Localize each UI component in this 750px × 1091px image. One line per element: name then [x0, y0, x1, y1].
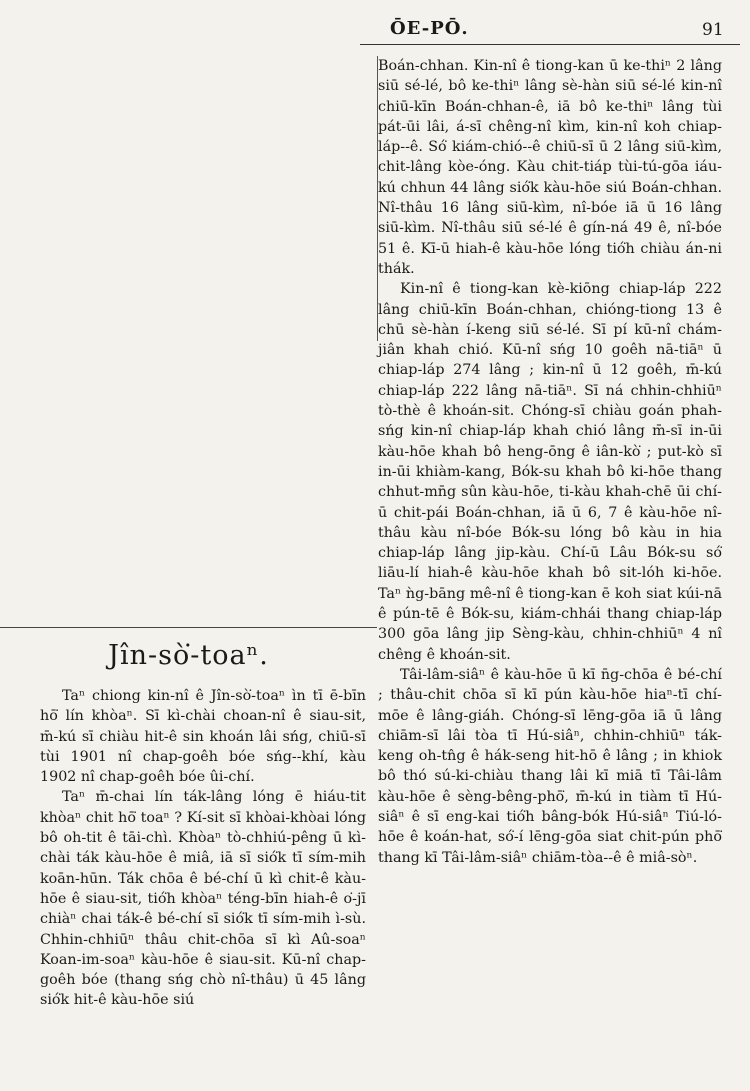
paragraph-continued: Boán-chhan. Kin-nî ê tiong-kan ū ke-thiⁿ 2 lâng siū sé-lé, bô ke-thiⁿ lâng sè-hàn siū sé-lé kin-nî chiū-kīn Boán-chhan-ê, iā bô ke-thiⁿ lâng tùi pát-ūi lâi, á-sī chêng-nî kìm, kin-nî koh chiap-láp--ê. Só͘ kiám-chió--ê chiū-sī ū 2 lâng siū-kìm, chit-lâng kòe-óng. Kàu chit-tiáp tùi-tú-gōa iáu-kú chhun 44 lâng sió͘k kàu-hōe siú Boán-chhan. Nî-thâu 16 lâng siū-kìm, nî-bóe iā ū 16 lâng siū-kìm. Nî-thâu siū sé-lé ê gín-ná 49 ê, nî-bóe 51 ê. Kī-ū hiah-ê kàu-hōe lóng tió͘h chiàu án-ni thák.	[378, 58, 722, 277]
left-column	[40, 686, 366, 1011]
right-column	[378, 56, 722, 868]
header-rule	[360, 44, 740, 45]
paragraph: Tâi-lâm-siâⁿ ê kàu-hōe ū kī n̄g-chōa ê bé-chí ; thâu-chit chōa sī kī pún kàu-hōe hiaⁿ-tī chí-mōe ê lâng-giáh. Chóng-sī lēng-gōa iā ū lâng chiām-sī lâi tòa tī Hú-siâⁿ, chhin-chhiūⁿ ták-keng oh-tn̂g ê hák-seng hit-hō ê lâng ; in khiok bô thó sú-ki-chiàu thang lâi kī miā tī Tâi-lâm kàu-hōe ê sèng-bêng-phō͘, m̄-kú in tiàm tī Hú-siâⁿ ê sī eng-kai tió͘h bâng-bók Hú-siâⁿ Tiú-ló-hōe ê koán-hat, só͘-í lēng-gōa siat chit-pún phō͘ thang kī Tâi-lâm-siâⁿ chiām-tòa--ê ê miâ-sòⁿ.	[378, 666, 722, 866]
running-title: ŌE-PŌ.	[390, 18, 469, 39]
paragraph: Kin-nî ê tiong-kan kè-kiōng chiap-láp 222 lâng chiū-kīn Boán-chhan, chióng-tiong 13 ê chū sè-hàn í-keng siū sé-lé. Sī pí kū-nî chám-jiân khah chió. Kū-nî sńg 10 goêh nā-tiāⁿ ū chiap-láp 274 lâng ; kin-nî ū 12 goêh, m̄-kú chiap-láp 222 lâng nā-tiāⁿ. Sī ná chhin-chhiūⁿ tò-thè ê khoán-sit. Chóng-sī chiàu goán phah-sńg kin-nî chiap-láp khah chió lâng m̄-sī in-ūi kàu-hōe khah bô heng-ōng ê iân-kò͘ ; put-kò sī in-ūi khiàm-kang, Bók-su khah bô ki-hōe thang chhut-mn̄g sûn kàu-hōe, ti-kàu khah-chē ūi chí-ū chit-pái Boán-chhan, iā ū 6, 7 ê kàu-hōe nî-thâu kàu nî-bóe Bók-su lóng bô kàu in hia chiap-láp lâng jip-kàu. Chí-ū Lâu Bók-su só͘ liāu-lí hiah-ê kàu-hōe khah bô sit-lóh ki-hōe. Taⁿ ǹg-bāng mê-nî ê tiong-kan ē koh siat kúi-nā ê pún-tē ê Bók-su, kiám-chhái thang chiap-láp 300 gōa lâng jip Sèng-kàu, chhin-chhiūⁿ 4 nî chêng ê khoán-sit.	[378, 281, 722, 663]
paragraph: Taⁿ chiong kin-nî ê Jîn-sò͘-toaⁿ ìn tī ē-bīn hō͘ lín khòaⁿ. Sī kì-chài choan-nî ê siau-sit, m̄-kú sī chiàu hit-ê sin khoán lâi sńg, chiū-sī tùi 1901 nî chap-goêh bóe sńg--khí, kàu 1902 nî chap-goêh bóe ûi-chí.	[40, 688, 366, 786]
page-number: 91	[702, 20, 724, 40]
paragraph: Taⁿ m̄-chai lín ták-lâng lóng ē hiáu-tit khòaⁿ chit hō͘ toaⁿ ? Kí-sit sī khòai-khòai lóng bô oh-tit ê tāi-chì. Khòaⁿ tò-chhiú-pêng ū kì-chài ták kàu-hōe ê miâ, iā sī sió͘k tī sím-mih koān-hūn. Ták chōa ê bé-chí ū kì chit-ê kàu-hōe ê siau-sit, tió͘h khòaⁿ téng-bīn hiah-ê o͘-jī chiàⁿ chai ták-ê bé-chí sī sió͘k tī sím-mih ì-sù. Chhin-chhiūⁿ thâu chit-chōa sī kì Aû-soaⁿ Koan-im-soaⁿ kàu-hōe ê siau-sit. Kū-nî chap-goêh bóe (thang sńg chò nî-thâu) ū 45 lâng sió͘k hit-ê kàu-hōe siú	[40, 789, 366, 1009]
section-title: Jîn-sò͘-toaⁿ.	[108, 640, 269, 671]
section-rule	[0, 627, 377, 628]
